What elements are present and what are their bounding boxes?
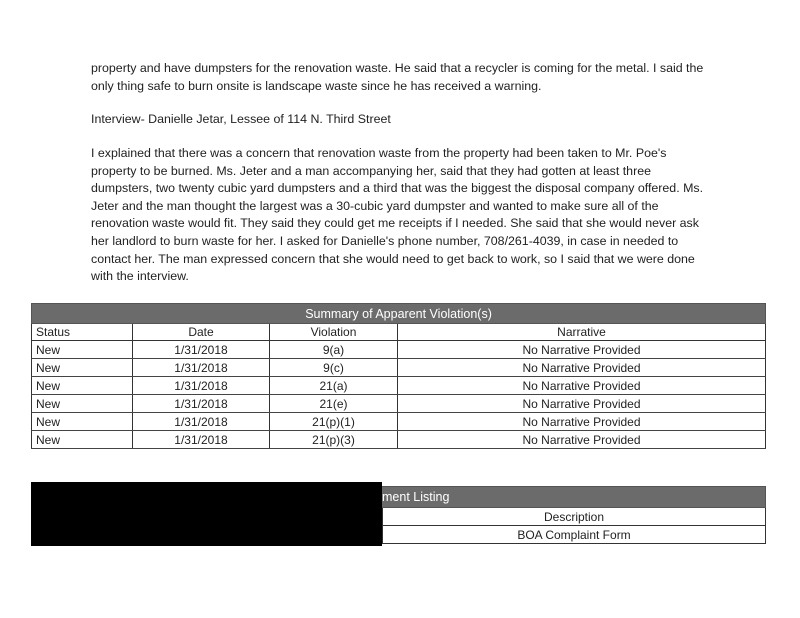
- redaction-box: [31, 482, 382, 546]
- cell-violation: 9(a): [270, 341, 398, 359]
- cell-status: New: [32, 431, 133, 449]
- cell-violation: 21(p)(3): [270, 431, 398, 449]
- paragraph-continuation: property and have dumpsters for the renovation waste. He said that a recycler is coming for the metal. I said the only thing safe to burn onsite is landscape waste since he has received a warning.: [91, 61, 704, 93]
- cell-violation: 21(a): [270, 377, 398, 395]
- header-violation: Violation: [270, 324, 398, 341]
- cell-violation: 21(p)(1): [270, 413, 398, 431]
- cell-narrative: No Narrative Provided: [398, 377, 766, 395]
- interview-heading: Interview- Danielle Jetar, Lessee of 114 N. Third Street: [91, 112, 391, 126]
- cell-date: 1/31/2018: [133, 359, 270, 377]
- table-row: [32, 395, 766, 413]
- table-row: [32, 413, 766, 431]
- cell-description: BOA Complaint Form: [383, 526, 766, 544]
- violations-title: Summary of Apparent Violation(s): [32, 304, 766, 324]
- cell-status: New: [32, 413, 133, 431]
- interview-body: I explained that there was a concern that renovation waste from the property had been taken to Mr. Poe's property to be burned. Ms. Jeter and a man accompanying her, said that they had gotten at least three dumpsters, two twenty cubic yard dumpsters and a third that was the biggest the disposal company offered. Ms. Jeter and the man thought the largest was a 30-cubic yard dumpster and wanted to make sure all of the renovation waste would fit. They said they could get me receipts if I needed. She said that she would never ask her landlord to burn waste for her. I asked for Danielle's phone number, 708/261-4039, in case in needed to contact her. The man expressed concern that she would need to get back to work, so I said that we were done with the interview.: [91, 146, 704, 284]
- cell-date: 1/31/2018: [133, 413, 270, 431]
- table-row: [32, 341, 766, 359]
- cell-status: New: [32, 359, 133, 377]
- cell-date: 1/31/2018: [133, 431, 270, 449]
- header-date: Date: [133, 324, 270, 341]
- table-row: [32, 377, 766, 395]
- document-listing-title: ment Listing: [382, 490, 450, 504]
- header-description: Description: [383, 508, 766, 526]
- cell-narrative: No Narrative Provided: [398, 413, 766, 431]
- cell-narrative: No Narrative Provided: [398, 341, 766, 359]
- cell-narrative: No Narrative Provided: [398, 395, 766, 413]
- cell-violation: 21(e): [270, 395, 398, 413]
- cell-narrative: No Narrative Provided: [398, 359, 766, 377]
- cell-status: New: [32, 341, 133, 359]
- cell-violation: 9(c): [270, 359, 398, 377]
- violations-header-row: [32, 324, 766, 341]
- cell-status: New: [32, 395, 133, 413]
- cell-narrative: No Narrative Provided: [398, 431, 766, 449]
- header-narrative: Narrative: [398, 324, 766, 341]
- violations-table: [31, 303, 766, 449]
- cell-date: 1/31/2018: [133, 395, 270, 413]
- violations-title-row: [32, 304, 766, 324]
- cell-date: 1/31/2018: [133, 341, 270, 359]
- table-row: [32, 359, 766, 377]
- cell-status: New: [32, 377, 133, 395]
- header-status: Status: [32, 324, 133, 341]
- cell-date: 1/31/2018: [133, 377, 270, 395]
- table-row: [32, 431, 766, 449]
